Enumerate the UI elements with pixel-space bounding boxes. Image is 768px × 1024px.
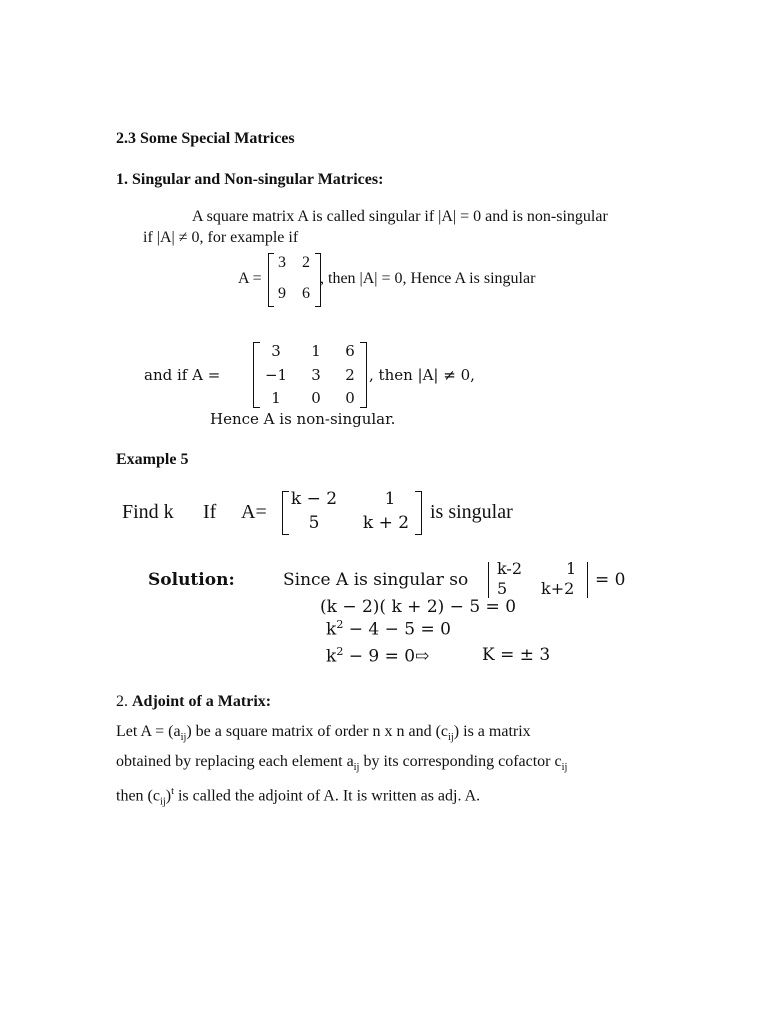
- matrix-a-label: A=: [241, 501, 267, 523]
- non-singular-conclusion: Hence A is non-singular.: [210, 410, 396, 428]
- adjoint-paragraph-line-1: Let $A = (a_{ij})$ be a square matrix of order n x n and $(c_{ij})$ is a matrix: [116, 723, 531, 744]
- left-bracket: [253, 342, 260, 408]
- determinant-bar-left: [488, 562, 489, 598]
- matrix-cell: k − 2: [290, 489, 338, 509]
- solution-step-3: $k^2 - 9$ = 0⇨: [326, 645, 430, 667]
- subsection-title-singular: 1. Singular and Non-singular Matrices:: [116, 171, 384, 188]
- matrix-cell: 5: [308, 513, 320, 533]
- definition-line-2: if |A| ≠ 0, for example if: [143, 229, 299, 246]
- determinant-cell: k-2: [497, 559, 522, 578]
- if-text: If: [203, 501, 217, 523]
- determinant-cell: 1: [566, 559, 577, 578]
- matrix-cell: k + 2: [362, 513, 410, 533]
- matrix-cell: 3: [271, 342, 281, 360]
- matrix-cell: 9: [278, 285, 286, 302]
- solution-result: K = ± 3: [482, 645, 551, 665]
- non-singular-determinant: , then |A| ≠ 0,: [369, 366, 475, 384]
- matrix-a-label: A =: [238, 270, 262, 287]
- matrix-cell: 6: [345, 342, 355, 360]
- matrix-a-label: and if A =: [144, 366, 221, 384]
- singular-conclusion: , then |A| = 0, Hence A is singular: [320, 270, 536, 287]
- determinant-cell: k+2: [541, 579, 575, 598]
- solution-label: Solution:: [148, 570, 235, 590]
- right-bracket: [360, 342, 367, 408]
- definition-line-1: A square matrix A is called singular if |A| = 0 and is non-singular: [192, 208, 608, 225]
- matrix-cell: 3: [311, 366, 321, 384]
- matrix-cell: −1: [264, 366, 288, 384]
- matrix-cell: 0: [345, 389, 355, 407]
- is-singular-text: is singular: [430, 501, 513, 523]
- matrix-cell: 1: [311, 342, 321, 360]
- matrix-cell: 0: [311, 389, 321, 407]
- example-title: Example 5: [116, 451, 189, 468]
- section-title: 2.3 Some Special Matrices: [116, 130, 295, 147]
- determinant-equals: = 0: [595, 570, 626, 590]
- determinant-bar-right: [587, 562, 588, 598]
- solution-text: Since A is singular so: [283, 570, 469, 590]
- matrix-cell: 6: [302, 285, 310, 302]
- matrix-cell: 1: [271, 389, 281, 407]
- solution-step-2: $k^2 - 4 - 5 = 0$: [326, 618, 451, 640]
- adjoint-paragraph-line-3: then $(c_{ij})^t$ is called the adjoint of A. It is written as adj. A.: [116, 786, 481, 808]
- determinant-cell: 5: [497, 579, 508, 598]
- matrix-cell: 2: [345, 366, 355, 384]
- find-k-text: Find k: [122, 501, 174, 523]
- solution-step-1: (k − 2)( k + 2) − 5 = 0: [320, 597, 517, 617]
- matrix-cell: 1: [384, 489, 396, 509]
- matrix-cell: 2: [302, 254, 310, 271]
- subsection-title-adjoint: 2. Adjoint of a Matrix:: [116, 693, 272, 710]
- matrix-cell: 3: [278, 254, 286, 271]
- adjoint-paragraph-line-2: obtained by replacing each element $a_{ij}$ by its corresponding cofactor $c_{ij}$: [116, 753, 568, 774]
- right-bracket: [415, 491, 422, 535]
